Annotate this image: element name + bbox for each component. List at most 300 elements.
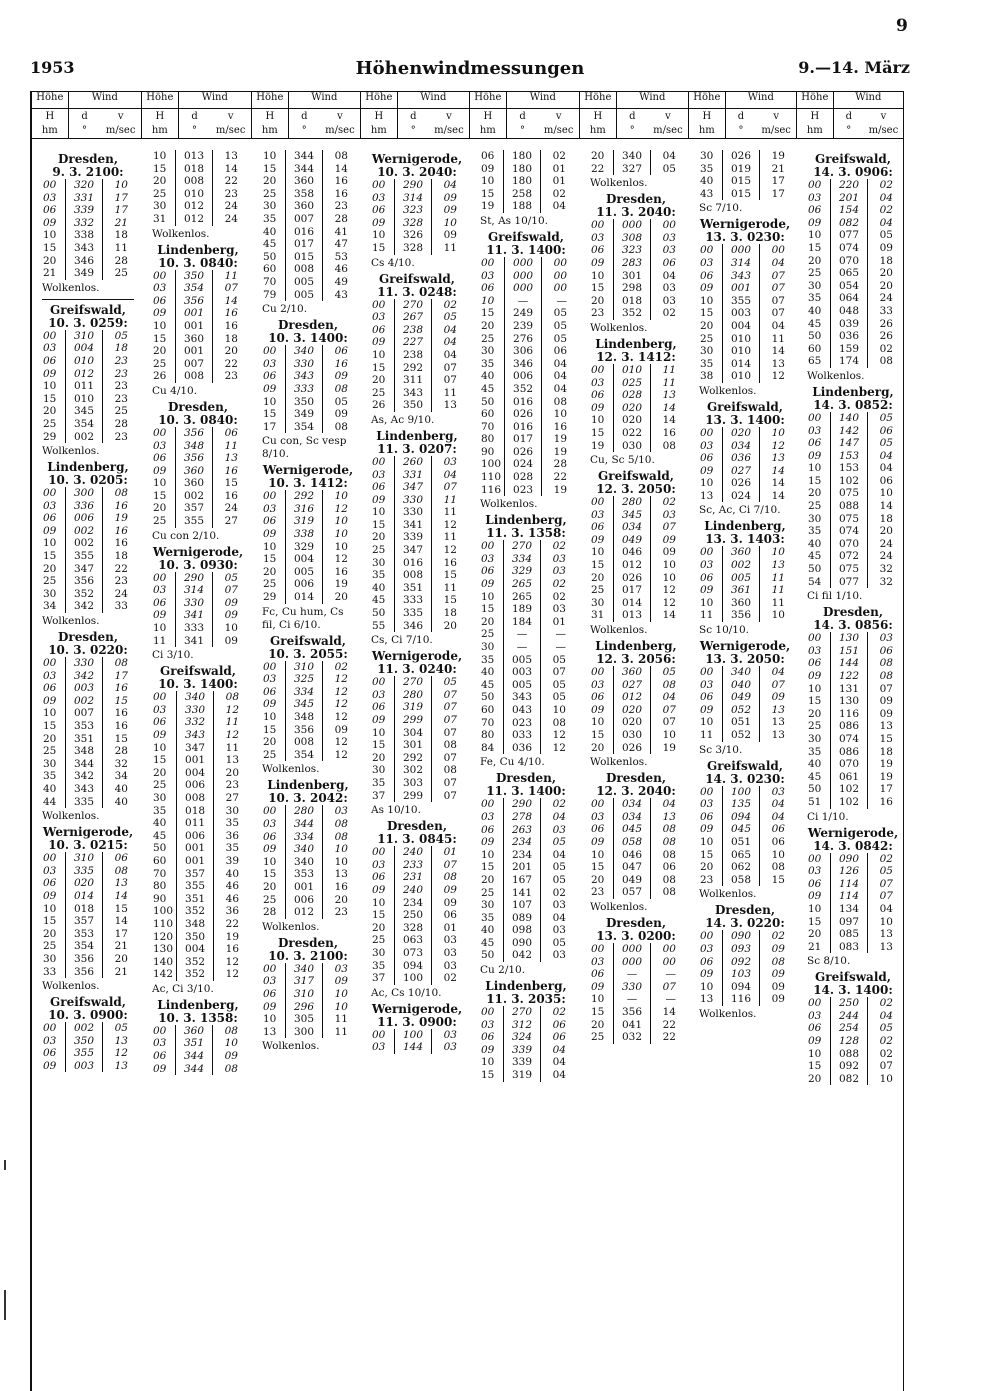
table-row [369, 242, 461, 255]
direction-cell: 340 [286, 345, 323, 358]
direction-cell: 331 [66, 192, 103, 205]
height-cell: 06 [372, 701, 386, 714]
height-cell: 120 [153, 930, 174, 943]
speed-cell: 09 [443, 204, 457, 217]
height-cell: 90 [153, 892, 167, 905]
speed-cell: 10 [224, 1037, 238, 1050]
header-v: v [880, 111, 887, 122]
table-row [260, 749, 352, 762]
speed-cell: 18 [114, 229, 128, 242]
height-cell: 06 [700, 955, 714, 968]
height-cell: 09 [43, 524, 57, 537]
table-row [150, 868, 243, 881]
station-heading [148, 665, 248, 691]
speed-cell: 05 [552, 691, 566, 704]
direction-cell: 340 [614, 150, 651, 163]
height-cell: 40 [808, 758, 822, 771]
table-row [40, 707, 132, 720]
station-name: Dresden, [57, 152, 119, 166]
direction-cell: 340 [286, 856, 323, 869]
station-heading [695, 904, 795, 930]
height-cell: 45 [263, 238, 277, 251]
header-v: v [773, 111, 779, 122]
table-row [805, 746, 897, 759]
speed-cell: 03 [443, 946, 457, 959]
table-row [588, 546, 680, 559]
height-cell: 15 [481, 861, 495, 874]
direction-cell: 323 [395, 204, 432, 217]
direction-cell: 301 [395, 739, 432, 752]
speed-cell: 01 [443, 846, 457, 859]
table-row [40, 852, 132, 865]
speed-cell: 17 [771, 187, 785, 200]
table-row [260, 515, 352, 528]
header-d-unit [397, 109, 429, 139]
sounding-date: 12. 3. 2056: [596, 652, 676, 667]
height-cell: 06 [808, 204, 822, 217]
speed-cell: 04 [552, 1043, 566, 1056]
direction-cell: 341 [395, 519, 432, 532]
table-row [150, 490, 242, 503]
data-column [476, 150, 576, 1082]
table-row [478, 188, 570, 201]
height-cell: 09 [700, 464, 714, 477]
speed-cell: 14 [879, 500, 893, 513]
direction-cell: 002 [66, 431, 103, 444]
page-number: 9 [896, 16, 908, 36]
direction-cell: 352 [66, 588, 103, 601]
table-row [588, 534, 680, 547]
height-cell: 09 [700, 584, 714, 597]
header-wind: Wind [397, 92, 469, 108]
header-wind: Wind [725, 92, 796, 108]
direction-cell: 147 [831, 437, 868, 450]
header-hm: hm [151, 125, 168, 136]
direction-cell: 249 [505, 307, 542, 320]
speed-cell: 06 [662, 256, 676, 269]
height-cell: 06 [372, 204, 386, 217]
sounding-date: 13. 3. 0230: [705, 230, 785, 245]
table-frame-right [903, 91, 904, 1391]
header-deg: ° [738, 125, 744, 136]
speed-cell: 18 [879, 745, 893, 758]
direction-cell: 151 [831, 645, 868, 658]
header-h: H [155, 111, 165, 122]
header-msec: m/sec [653, 125, 683, 136]
table-row [369, 777, 461, 790]
speed-cell: 11 [224, 269, 238, 282]
sounding-table [588, 150, 680, 175]
table-row [805, 255, 897, 268]
height-cell: 09 [481, 1043, 495, 1056]
speed-cell: 02 [879, 852, 893, 865]
table-row [805, 355, 897, 368]
table-row [805, 1060, 897, 1073]
speed-cell: 14 [114, 915, 128, 928]
header-h-unit [252, 109, 288, 139]
height-cell: 09 [372, 883, 386, 896]
direction-cell: 014 [723, 358, 760, 371]
cloud-remark: Wolkenlos. [262, 1040, 320, 1053]
station-name: Lindenberg, [157, 242, 239, 257]
height-cell: 17 [263, 420, 277, 433]
height-cell: 40 [43, 782, 57, 795]
direction-cell: 122 [831, 670, 868, 683]
speed-cell: 20 [879, 525, 893, 538]
direction-cell: 140 [831, 412, 868, 425]
table-row [588, 811, 680, 824]
header-msec: m/sec [543, 125, 574, 136]
header-hm: hm [41, 125, 58, 136]
speed-cell: 19 [225, 930, 240, 943]
table-row [805, 695, 897, 708]
direction-cell: 144 [831, 657, 868, 670]
sounding-table [369, 456, 461, 632]
cloud-remark: Cs, Ci 7/10. [371, 634, 433, 647]
height-cell: 31 [591, 609, 605, 622]
sounding-table [478, 257, 571, 496]
height-cell: 20 [372, 531, 386, 544]
speed-cell: 03 [662, 244, 676, 257]
speed-cell: 03 [552, 924, 566, 937]
station-name: Wernigerode, [699, 639, 791, 654]
speed-cell: 20 [879, 279, 893, 292]
station-name: Wernigerode, [262, 463, 354, 478]
table-row [150, 635, 242, 648]
height-cell: 30 [808, 732, 822, 745]
direction-cell: 052 [723, 704, 760, 717]
speed-cell: 05 [879, 865, 893, 878]
speed-cell: 05 [552, 861, 566, 874]
sounding-date: 10. 3. 2040: [377, 165, 457, 179]
table-row [588, 874, 680, 887]
speed-cell: 16 [662, 426, 676, 439]
speed-cell: 12 [334, 685, 348, 698]
table-row [40, 770, 132, 783]
direction-cell: 343 [395, 387, 432, 400]
table-row [260, 541, 352, 554]
height-cell: 03 [481, 1018, 495, 1031]
table-row [260, 490, 352, 503]
divider [42, 299, 134, 300]
table-row [478, 408, 571, 421]
direction-cell: 350 [395, 399, 432, 412]
height-cell: 15 [481, 307, 495, 320]
speed-cell: 10 [771, 848, 785, 861]
direction-cell: 330 [66, 657, 103, 670]
direction-cell: 020 [614, 716, 651, 729]
direction-cell: 026 [723, 477, 760, 490]
sounding-date: 11. 3. 0207: [377, 441, 457, 456]
height-cell: 06 [43, 512, 57, 525]
table-row [588, 440, 680, 453]
speed-cell: 13 [771, 559, 785, 572]
station-name: Dresden, [822, 605, 884, 620]
direction-cell: 344 [286, 163, 323, 176]
direction-cell: 116 [831, 708, 868, 721]
column-header-block [470, 91, 580, 139]
table-row [260, 370, 352, 383]
speed-cell: 18 [114, 550, 128, 563]
header-deg: ° [410, 125, 416, 136]
direction-cell: 003 [66, 1060, 103, 1073]
height-cell: 20 [481, 319, 495, 332]
height-cell: 10 [481, 1056, 495, 1069]
direction-cell: 033 [504, 729, 541, 742]
speed-cell: — [555, 628, 566, 641]
table-row [478, 540, 570, 553]
height-cell: 06 [591, 244, 605, 257]
direction-cell: 260 [395, 456, 432, 469]
table-row [478, 603, 570, 616]
table-row [697, 175, 789, 188]
direction-cell: 292 [395, 362, 432, 375]
sounding-table [805, 853, 897, 954]
speed-cell: 12 [334, 698, 348, 711]
direction-cell: 010 [723, 345, 760, 358]
height-cell: 00 [700, 785, 714, 798]
data-column [695, 150, 795, 1024]
station-name: Lindenberg, [812, 384, 894, 399]
direction-cell: 070 [831, 538, 868, 551]
direction-cell: 018 [177, 805, 214, 818]
table-row [150, 742, 243, 755]
height-cell: 100 [481, 458, 502, 471]
table-row [150, 370, 242, 383]
sounding-date: 11. 3. 1358: [486, 526, 566, 541]
speed-cell: 24 [224, 212, 238, 225]
speed-cell: 02 [879, 342, 893, 355]
speed-cell: 11 [224, 439, 238, 452]
table-row [588, 232, 680, 245]
height-cell: 06 [591, 389, 605, 402]
table-row [40, 1022, 132, 1035]
height-cell: 15 [591, 282, 605, 295]
station-name: Lindenberg, [267, 778, 349, 793]
speed-cell: 07 [771, 269, 785, 282]
table-row [40, 966, 132, 979]
direction-cell: 017 [286, 238, 323, 251]
table-row [588, 402, 680, 415]
cloud-remark: Wolkenlos. [807, 369, 865, 382]
header-v-unit [320, 109, 360, 139]
speed-cell: 03 [662, 508, 676, 521]
height-cell: 15 [43, 550, 57, 563]
speed-cell: 30 [225, 804, 240, 817]
sounding-table [588, 219, 680, 320]
direction-cell: 345 [614, 509, 651, 522]
speed-cell: 16 [225, 943, 240, 956]
height-cell: 03 [372, 858, 386, 871]
direction-cell: 090 [831, 853, 868, 866]
direction-cell: 026 [614, 572, 651, 585]
table-row [588, 270, 680, 283]
height-cell: 00 [263, 345, 277, 358]
table-row [40, 217, 132, 230]
table-row [150, 622, 242, 635]
direction-cell: 014 [66, 890, 103, 903]
direction-cell: 142 [831, 425, 868, 438]
height-cell: 00 [372, 1028, 386, 1041]
header-v-unit [864, 109, 903, 139]
table-row [40, 720, 132, 733]
table-row [150, 767, 243, 780]
speed-cell: 16 [224, 464, 238, 477]
table-row [478, 874, 570, 887]
station-name: Greifswald, [488, 229, 564, 244]
height-cell: 06 [700, 269, 714, 282]
table-row [369, 229, 461, 242]
table-row [260, 251, 352, 264]
speed-cell: 10 [662, 729, 676, 741]
data-column [38, 150, 138, 1072]
table-row [478, 899, 570, 912]
table-row [805, 563, 897, 576]
height-cell: 50 [808, 563, 822, 576]
height-cell: 80 [153, 880, 167, 893]
speed-cell: 10 [879, 487, 893, 500]
speed-cell: 06 [114, 852, 128, 865]
speed-cell: 04 [771, 319, 785, 332]
running-header [30, 58, 910, 82]
table-row [260, 868, 352, 881]
height-cell: 15 [263, 408, 277, 421]
speed-cell: 00 [662, 955, 676, 968]
speed-cell: 19 [553, 433, 568, 446]
table-row [260, 686, 352, 699]
speed-cell: 13 [771, 357, 785, 370]
station-heading [148, 244, 248, 270]
direction-cell: 234 [395, 897, 432, 910]
direction-cell: 201 [504, 861, 541, 874]
station-heading [258, 464, 358, 490]
height-cell: 03 [700, 256, 714, 269]
table-row [150, 893, 243, 906]
height-cell: 10 [263, 395, 277, 408]
direction-cell: 049 [723, 691, 760, 704]
speed-cell: 19 [771, 150, 785, 162]
speed-cell: 09 [443, 229, 457, 242]
table-row [260, 673, 352, 686]
direction-cell: 352 [505, 383, 542, 396]
header-d-unit [616, 109, 648, 139]
speed-cell: 04 [662, 798, 676, 811]
direction-cell: 357 [176, 502, 213, 515]
direction-cell: 102 [831, 475, 868, 488]
table-row [478, 729, 570, 742]
sounding-date: 10. 3. 1400: [268, 331, 348, 346]
height-cell: 50 [808, 783, 822, 796]
height-cell: 03 [372, 468, 386, 481]
height-cell: 45 [481, 678, 495, 691]
height-cell: 50 [481, 691, 495, 704]
direction-cell: 017 [614, 584, 651, 597]
direction-cell: 000 [614, 943, 651, 956]
speed-cell: 05 [879, 1022, 893, 1035]
station-name: Greifswald, [50, 302, 126, 317]
table-row [369, 469, 461, 482]
height-cell: 10 [372, 726, 386, 739]
height-cell: 35 [808, 745, 822, 758]
station-name: Wernigerode, [371, 1001, 463, 1016]
column-header-block [689, 91, 797, 139]
speed-cell: 24 [114, 587, 128, 600]
direction-cell: 258 [504, 188, 541, 201]
table-row [369, 594, 461, 607]
table-row [369, 399, 461, 412]
height-cell: 10 [372, 348, 386, 361]
height-cell: 03 [43, 864, 57, 877]
direction-cell: 100 [395, 972, 432, 985]
speed-cell: 08 [879, 670, 893, 682]
speed-cell: 49 [334, 275, 348, 288]
speed-cell: 33 [879, 304, 893, 317]
direction-cell: 097 [831, 916, 868, 929]
height-cell: 15 [481, 1069, 495, 1082]
cloud-remark: As, Ac 9/10. [371, 413, 435, 426]
direction-cell: 128 [831, 1035, 868, 1048]
direction-cell: 341 [176, 609, 213, 622]
direction-cell: 154 [831, 204, 868, 217]
speed-cell: 06 [224, 426, 238, 439]
direction-cell: 189 [504, 603, 541, 616]
table-row [588, 496, 680, 509]
speed-cell: 04 [553, 370, 568, 383]
speed-cell: 10 [553, 408, 568, 421]
speed-cell: 02 [879, 179, 893, 191]
direction-cell: 334 [286, 686, 323, 699]
direction-cell: 093 [723, 943, 760, 956]
speed-cell: 23 [114, 367, 128, 380]
direction-cell: 330 [395, 506, 432, 519]
direction-cell: 086 [831, 720, 868, 733]
direction-cell: 045 [614, 823, 651, 836]
station-heading [476, 514, 576, 540]
table-row [260, 150, 352, 163]
height-cell: 15 [263, 868, 277, 881]
table-row [478, 307, 571, 320]
height-cell: 20 [591, 150, 605, 162]
table-row [588, 1006, 680, 1019]
sounding-date: 14. 3. 1400: [813, 983, 893, 998]
station-heading [586, 640, 686, 666]
direction-cell: 303 [395, 777, 432, 790]
column-header-block [580, 91, 689, 139]
direction-cell: 343 [504, 691, 541, 704]
table-row [805, 538, 897, 551]
height-cell: 06 [591, 521, 605, 534]
data-column [367, 150, 467, 1054]
table-row [478, 553, 570, 566]
height-cell: 45 [481, 382, 495, 395]
direction-cell: 075 [831, 487, 868, 500]
station-name: Dresden, [605, 915, 667, 930]
speed-cell: 15 [114, 902, 128, 915]
direction-cell: 030 [614, 440, 651, 453]
speed-cell: 19 [879, 770, 893, 783]
height-cell: 03 [591, 678, 605, 691]
speed-cell: 07 [443, 481, 457, 494]
direction-cell: 100 [395, 1029, 432, 1042]
speed-cell: 17 [114, 191, 128, 204]
speed-cell: 14 [662, 609, 676, 622]
speed-cell: 09 [224, 596, 238, 609]
speed-cell: 15 [879, 732, 893, 745]
header-d-unit [288, 109, 320, 139]
table-row [805, 500, 897, 513]
height-cell: 15 [263, 162, 277, 175]
table-row [805, 853, 897, 866]
